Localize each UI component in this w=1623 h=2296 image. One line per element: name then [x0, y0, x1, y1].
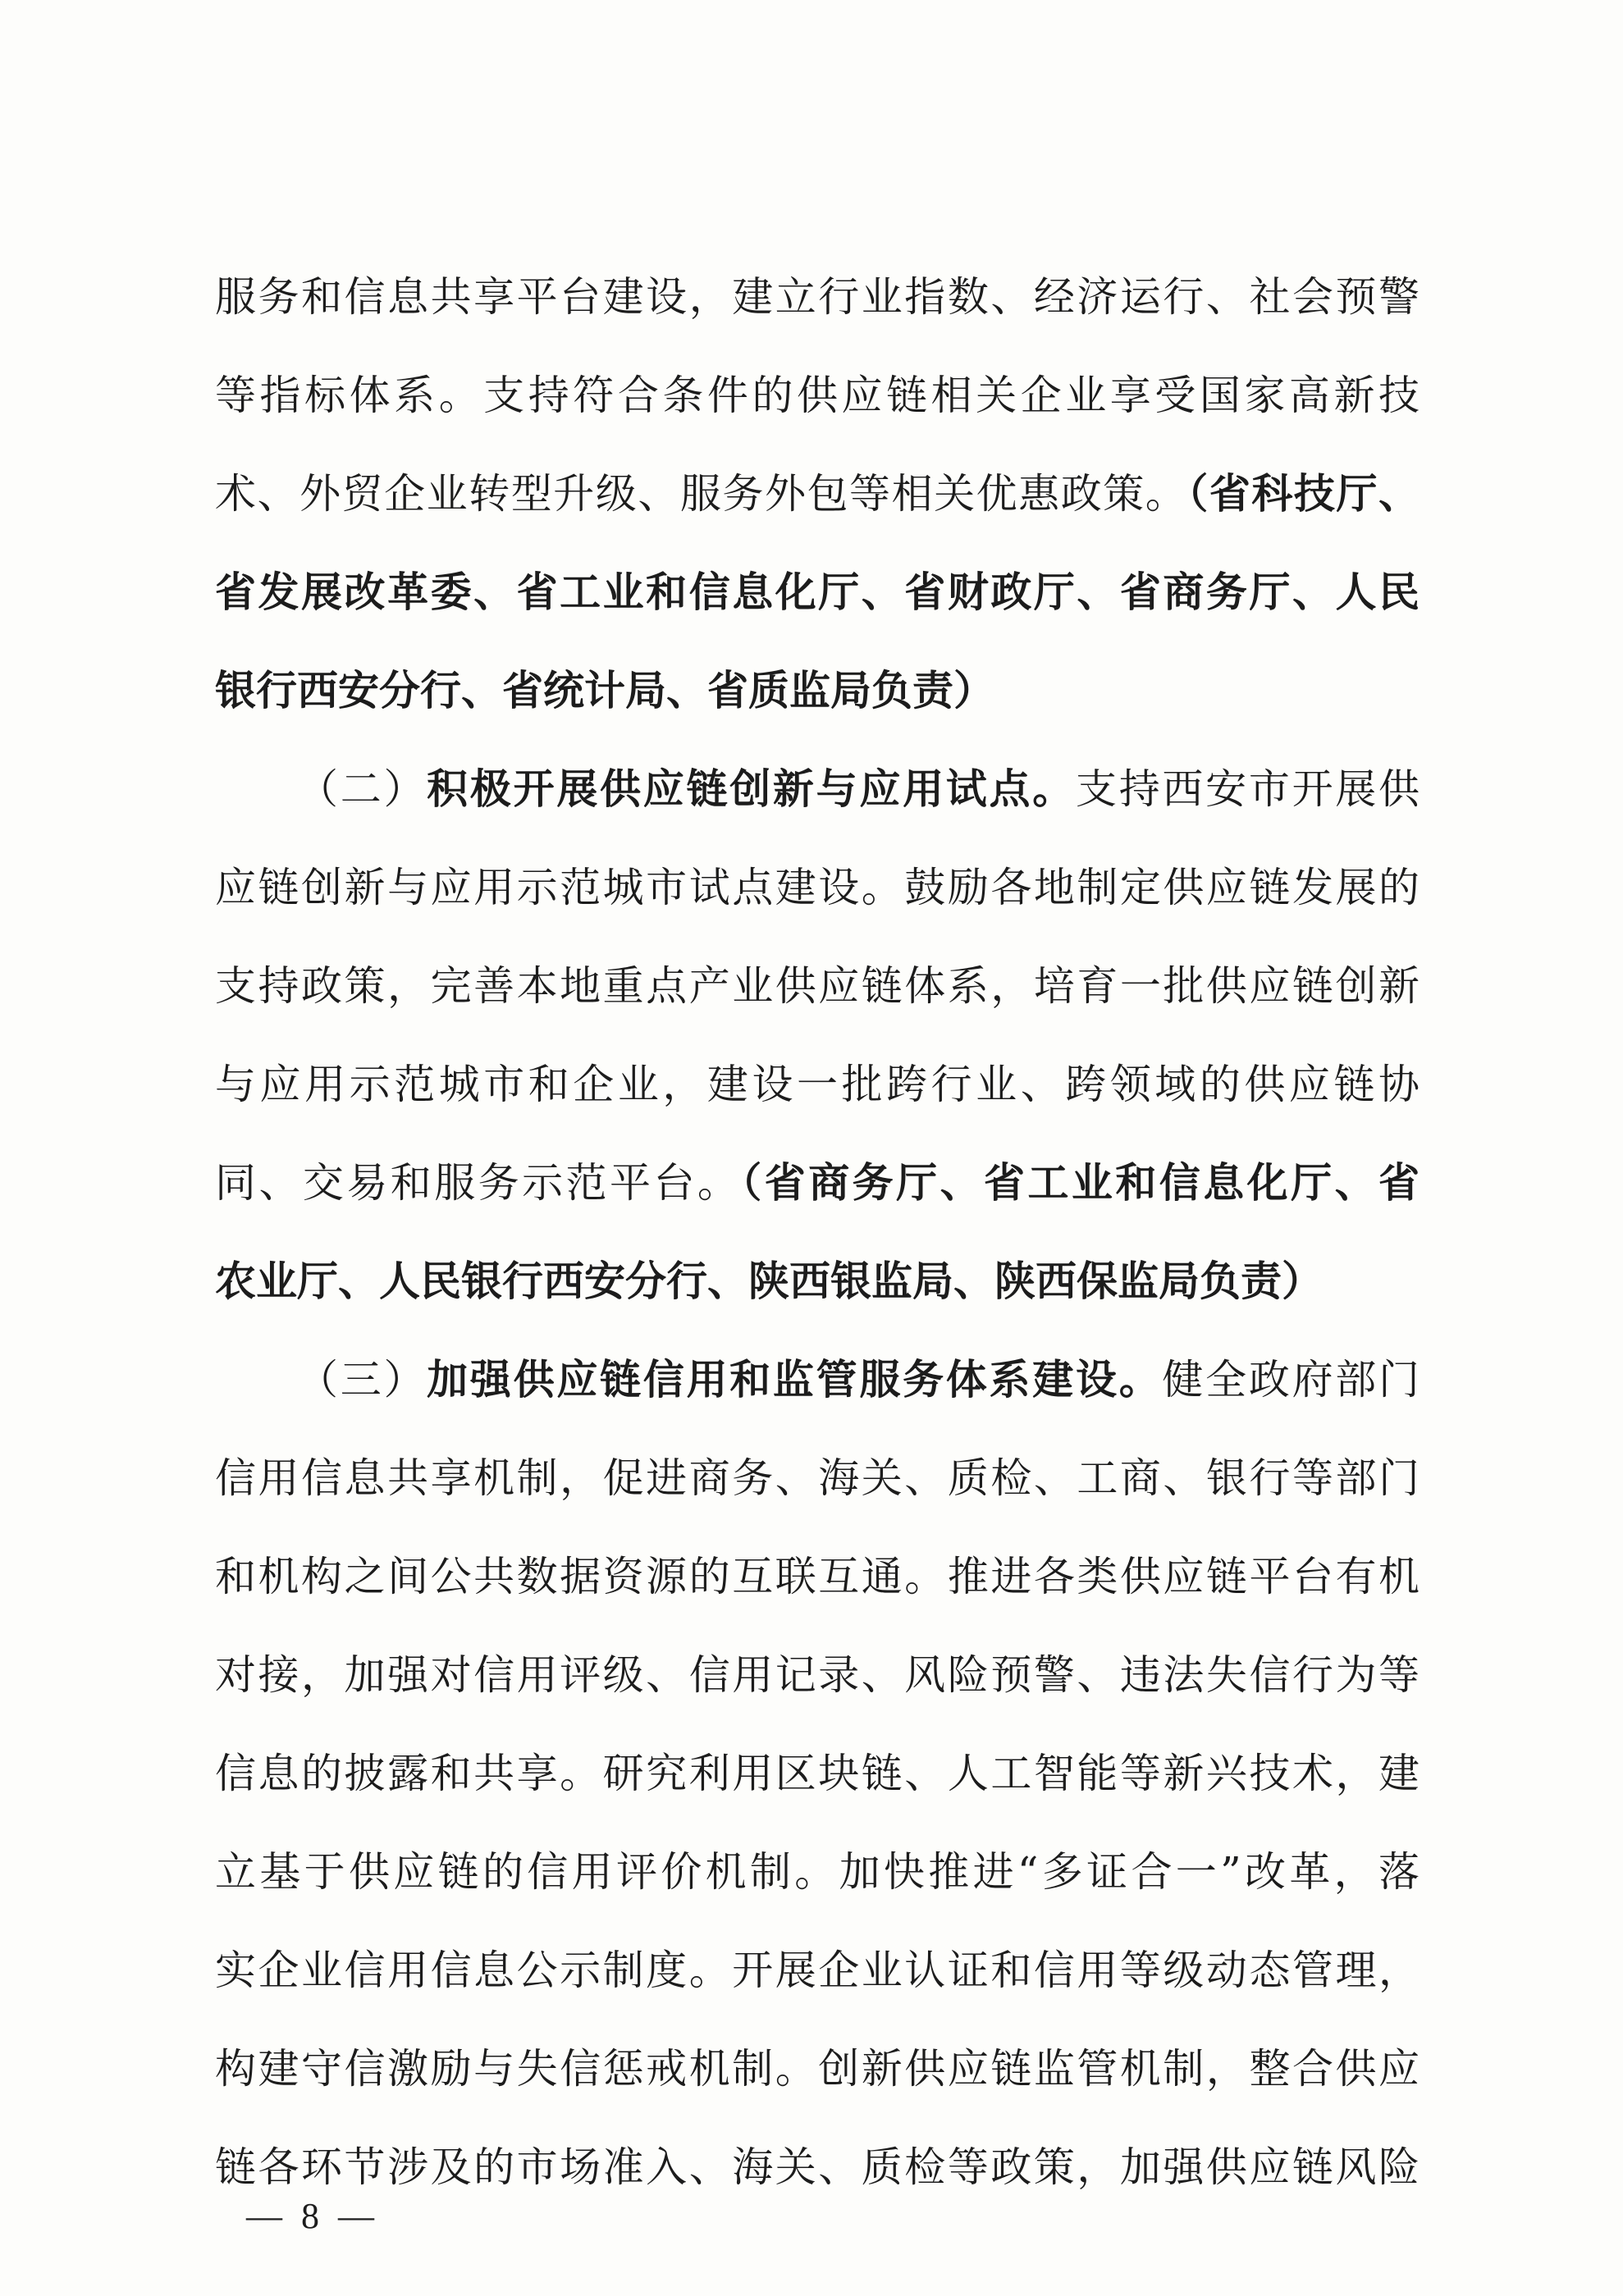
section-heading-2: （二）积极开展供应链创新与应用试点。支持西安市开展供: [297, 765, 1420, 813]
body-line: 与应用示范城市和企业，建设一批跨行业、跨领域的供应链协: [215, 1061, 1420, 1108]
body-line: 链各环节涉及的市场准入、海关、质检等政策，加强供应链风险: [215, 2143, 1420, 2191]
responsible-departments: 农业厅、人民银行西安分行、陕西银监局、陕西保监局负责）: [215, 1257, 1323, 1305]
body-line: 服务和信息共享平台建设，建立行业指数、经济运行、社会预警: [215, 273, 1420, 321]
page-number: — 8 —: [246, 2196, 379, 2236]
body-line: 对接，加强对信用评级、信用记录、风险预警、违法失信行为等: [215, 1651, 1420, 1699]
responsible-departments: 省发展改革委、省工业和信息化厅、省财政厅、省商务厅、人民: [215, 568, 1420, 616]
body-line: 应链创新与应用示范城市试点建设。鼓励各地制定供应链发展的: [215, 864, 1420, 911]
body-line: 立基于供应链的信用评价机制。加快推进“多证合一”改革，落: [215, 1848, 1420, 1896]
body-line: 构建守信激励与失信惩戒机制。创新供应链监管机制，整合供应: [215, 2045, 1420, 2093]
body-line: 术、外贸企业转型升级、服务外包等相关优惠政策。（省科技厅、: [215, 469, 1420, 518]
responsible-departments: 银行西安分行、省统计局、省质监局负责）: [215, 666, 994, 714]
body-line: 同、交易和服务示范平台。（省商务厅、省工业和信息化厅、省: [215, 1158, 1420, 1207]
section-heading-3: （三）加强供应链信用和监管服务体系建设。健全政府部门: [297, 1355, 1420, 1404]
body-line: 信息的披露和共享。研究利用区块链、人工智能等新兴技术，建: [215, 1750, 1420, 1797]
body-line: 支持政策，完善本地重点产业供应链体系，培育一批供应链创新: [215, 962, 1420, 1010]
body-line: 实企业信用信息公示制度。开展企业认证和信用等级动态管理，: [215, 1947, 1420, 1994]
body-line: 等指标体系。支持符合条件的供应链相关企业享受国家高新技: [215, 372, 1420, 419]
body-line: 和机构之间公共数据资源的互联互通。推进各类供应链平台有机: [215, 1553, 1420, 1600]
body-line: 信用信息共享机制，促进商务、海关、质检、工商、银行等部门: [215, 1454, 1420, 1502]
